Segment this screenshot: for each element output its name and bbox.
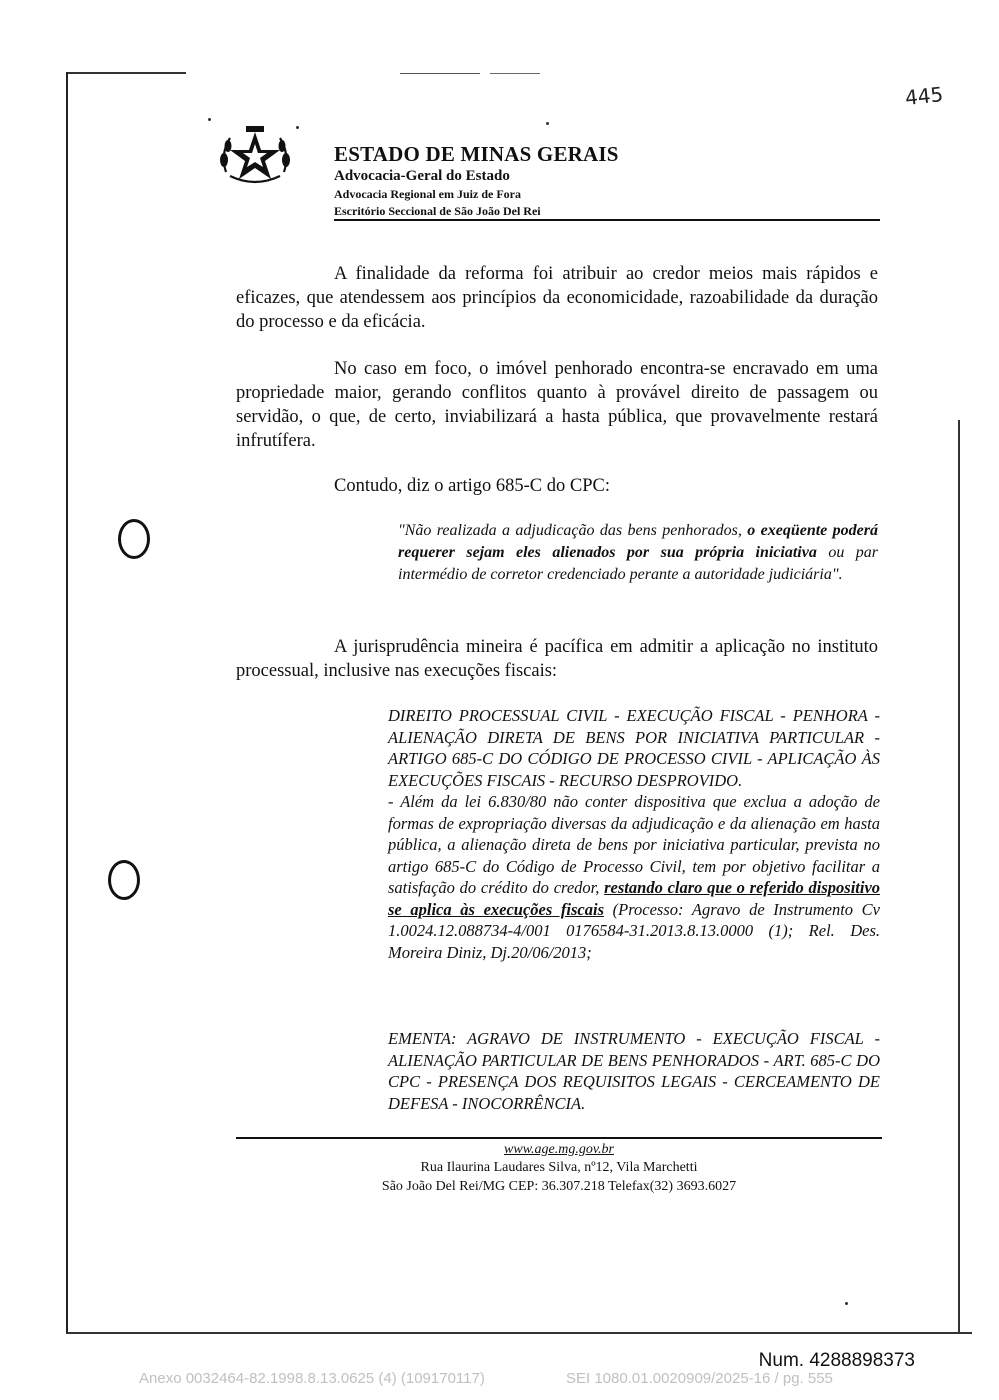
punch-hole <box>108 860 140 900</box>
jurisprudence-citation-2: EMENTA: AGRAVO DE INSTRUMENTO - EXECUÇÃO FISCAL - ALIENAÇÃO PARTICULAR DE BENS PENHORADOS - ART. 685-C DO CPC - PRESENÇA DOS REQUISITOS LEGAIS - CERCEAMENTO DE DEFESA - INOCORRÊNCIA. <box>388 1029 880 1113</box>
coat-of-arms-icon <box>216 124 294 190</box>
footer-url: www.age.mg.gov.br <box>504 1142 614 1157</box>
sei-stamp: SEI 1080.01.0020909/2025-16 / pg. 555 <box>566 1370 833 1387</box>
header-office: Escritório Seccional de São João Del Rei <box>334 204 541 218</box>
quote-part: "Não realizada a adjudicação das bens penhorados, <box>398 522 742 539</box>
speck <box>845 1302 848 1305</box>
frame-top-line <box>490 73 540 74</box>
header-regional: Advocacia Regional em Juiz de Fora <box>334 187 521 201</box>
paragraph-2: No caso em foco, o imóvel penhorado encontra-se encravado em uma propriedade maior, gerando conflitos quanto à provável direito de passagem ou servidão, o que, de certo, inviabilizará a hasta pública, que provavelmente restará infrutífera. <box>236 359 878 451</box>
page-number: 445 <box>903 82 945 110</box>
footer-rule <box>236 1137 882 1139</box>
frame-right-line <box>958 420 960 1332</box>
footer-address: Rua Ilaurina Laudares Silva, nº12, Vila Marchetti <box>420 1160 698 1175</box>
paragraph-3: Contudo, diz o artigo 685-C do CPC: <box>334 476 610 496</box>
header-subtitle: Advocacia-Geral do Estado <box>334 168 510 184</box>
quote-part-bold: o exeqüente poderá requerer sejam eles alienados por sua própria iniciativa <box>398 522 879 561</box>
frame-bottom-line <box>66 1332 972 1334</box>
speck <box>208 118 211 121</box>
quote-part: ou par intermédio de corretor credenciado perante a autoridade judiciária". <box>398 544 879 583</box>
frame-left-line <box>66 72 68 1334</box>
frame-top-line <box>400 73 480 74</box>
citation-underlined: restando claro que o referido dispositivo se aplica às execuções fiscais <box>388 878 881 919</box>
document-number: Num. 4288898373 <box>758 1350 915 1371</box>
paragraph-4: A jurisprudência mineira é pacífica em admitir a aplicação no instituto processual, inclusive nas execuções fiscais: <box>236 637 878 681</box>
citation-body <box>388 791 880 963</box>
punch-hole <box>118 519 150 559</box>
annex-stamp: Anexo 0032464-82.1998.8.13.0625 (4) (109170117) <box>139 1370 485 1387</box>
citation-reference: (Processo: Agravo de Instrumento Cv 1.0024.12.088734-4/001 0176584-31.2013.8.13.0000 (1); Rel. Des. Moreira Diniz, Dj.20/06/2013; <box>388 899 881 962</box>
citation-heading: DIREITO PROCESSUAL CIVIL - EXECUÇÃO FISCAL - PENHORA - ALIENAÇÃO DIRETA DE BENS POR INICIATIVA PARTICULAR - ARTIGO 685-C DO CÓDIGO DE PROCESSO CIVIL - APLICAÇÃO ÀS EXECUÇÕES FISCAIS - RECURSO DESPROVIDO. <box>388 706 880 790</box>
header-rule <box>334 219 880 221</box>
speck <box>296 126 299 129</box>
frame-top-line <box>66 72 186 74</box>
paragraph-1: A finalidade da reforma foi atribuir ao credor meios mais rápidos e eficazes, que atendessem aos princípios da economicidade, razoabilidade da duração do processo e da eficácia. <box>236 264 878 332</box>
footer-city: São João Del Rei/MG CEP: 36.307.218 Telefax(32) 3693.6027 <box>381 1179 737 1194</box>
citation-text: - Além da lei 6.830/80 não conter dispositiva que exclua a adoção de formas de expropriação diversas da adjudicação e da alienação em hasta pública, a alienação direta de bens por iniciativa particular, prevista no artigo 685-C do Código de Processo Civil, tem por objetivo facilitar a satisfação do crédito do credor, <box>388 792 880 897</box>
article-quote <box>398 520 878 586</box>
header-title: ESTADO DE MINAS GERAIS <box>334 142 619 166</box>
jurisprudence-citation-1 <box>388 705 880 963</box>
speck <box>546 122 549 125</box>
